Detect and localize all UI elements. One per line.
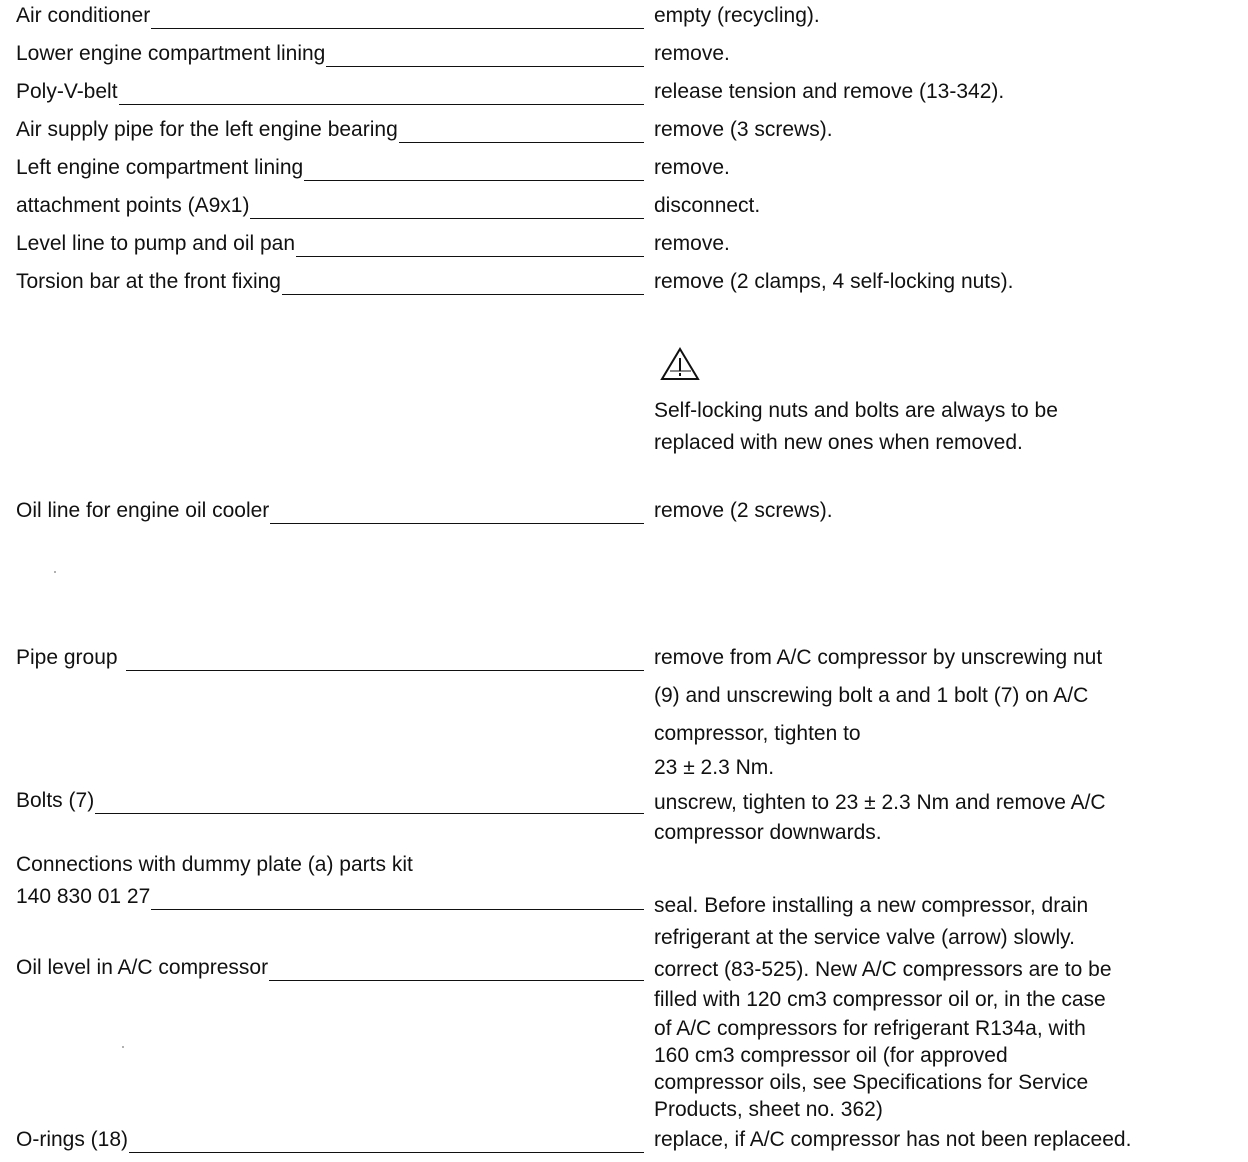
leader-line	[129, 1132, 644, 1153]
step-label-text: Left engine compartment lining	[16, 156, 304, 179]
leader-line	[326, 46, 644, 67]
step-action	[654, 193, 1234, 219]
step-label-text: Oil level in A/C compressor	[16, 956, 269, 979]
step-label	[16, 852, 644, 878]
step-label-text: Pipe group	[16, 646, 118, 669]
step-label-text: Connections with dummy plate (a) parts kit	[16, 853, 413, 876]
warning-text-line: replaced with new ones when removed.	[654, 431, 1023, 454]
step-label	[16, 1127, 644, 1153]
scan-speck	[54, 571, 56, 573]
leader-line	[119, 84, 644, 105]
warning-triangle-icon	[660, 347, 700, 381]
step-action-line: remove (2 screws).	[654, 499, 833, 522]
step-label	[16, 645, 644, 671]
step-label-text: Air supply pipe for the left engine bearing	[16, 118, 398, 141]
leader-line	[296, 236, 644, 257]
step-action	[654, 645, 1234, 783]
step-label-text: attachment points (A9x1)	[16, 194, 250, 217]
step-action	[654, 955, 1234, 1123]
step-label	[16, 498, 644, 524]
step-label-text: Poly-V-belt	[16, 80, 118, 103]
step-action-line: filled with 120 cm3 compressor oil or, in the case	[654, 988, 1106, 1011]
step-label	[16, 884, 644, 910]
leader-line	[304, 160, 644, 181]
step-action-line: unscrew, tighten to 23 ± 2.3 Nm and remove A/C	[654, 791, 1106, 814]
step-action	[654, 231, 1234, 257]
step-action-line: 23 ± 2.3 Nm.	[654, 756, 775, 779]
scan-speck	[122, 1046, 124, 1048]
step-label-text: 140 830 01 27	[16, 885, 151, 908]
step-label-text: Bolts (7)	[16, 789, 95, 812]
warning-note	[654, 395, 1234, 459]
step-action-line: remove (2 clamps, 4 self-locking nuts).	[654, 270, 1014, 293]
step-label-text: Level line to pump and oil pan	[16, 232, 296, 255]
step-label	[16, 193, 644, 219]
leader-line	[126, 650, 644, 671]
step-label-text: Oil line for engine oil cooler	[16, 499, 270, 522]
step-action-line: remove.	[654, 156, 730, 179]
step-action-line: remove (3 screws).	[654, 118, 833, 141]
step-action-line: compressor downwards.	[654, 821, 882, 844]
step-action-line: release tension and remove (13-342).	[654, 80, 1005, 103]
step-action-line: 160 cm3 compressor oil (for approved	[654, 1044, 1008, 1067]
step-action-line: seal. Before installing a new compressor, drain	[654, 894, 1089, 917]
step-action-line: refrigerant at the service valve (arrow) slowly.	[654, 926, 1075, 949]
warning-text-line: Self-locking nuts and bolts are always to be	[654, 399, 1058, 422]
step-action-line: remove.	[654, 232, 730, 255]
step-action	[654, 3, 1234, 29]
leader-line	[399, 122, 644, 143]
step-action-line: disconnect.	[654, 194, 761, 217]
step-action-line: (9) and unscrewing bolt a and 1 bolt (7) on A/C	[654, 684, 1089, 707]
step-label	[16, 117, 644, 143]
step-action	[654, 788, 1234, 848]
step-label	[16, 788, 644, 814]
step-label-text: Lower engine compartment lining	[16, 42, 326, 65]
step-action	[654, 155, 1234, 181]
step-action	[654, 1127, 1234, 1153]
step-label	[16, 3, 644, 29]
step-action	[654, 117, 1234, 143]
step-label-text: Torsion bar at the front fixing	[16, 270, 281, 293]
step-action	[654, 890, 1234, 954]
step-action-line: empty (recycling).	[654, 4, 820, 27]
step-action	[654, 269, 1234, 295]
step-action-line: remove from A/C compressor by unscrewing nut	[654, 646, 1103, 669]
step-action-line: Products, sheet no. 362)	[654, 1098, 883, 1121]
step-action-line: of A/C compressors for refrigerant R134a, with	[654, 1017, 1086, 1040]
leader-line	[151, 889, 644, 910]
step-label	[16, 155, 644, 181]
step-label	[16, 41, 644, 67]
step-action-line: replace, if A/C compressor has not been replaceed.	[654, 1128, 1132, 1151]
step-action-line: remove.	[654, 42, 730, 65]
step-action	[654, 41, 1234, 67]
leader-line	[282, 274, 644, 295]
leader-line	[151, 8, 644, 29]
step-action-line: correct (83-525). New A/C compressors are to be	[654, 958, 1112, 981]
step-label	[16, 79, 644, 105]
step-action-line: compressor, tighten to	[654, 722, 861, 745]
step-action-line: compressor oils, see Specifications for Service	[654, 1071, 1089, 1094]
step-action	[654, 79, 1234, 105]
step-label	[16, 231, 644, 257]
step-label-text: O-rings (18)	[16, 1128, 129, 1151]
step-label	[16, 955, 644, 981]
leader-line	[250, 198, 644, 219]
step-action	[654, 498, 1234, 524]
step-label	[16, 269, 644, 295]
leader-line	[95, 793, 644, 814]
leader-line	[270, 503, 644, 524]
step-label-text: Air conditioner	[16, 4, 151, 27]
leader-line	[269, 960, 644, 981]
